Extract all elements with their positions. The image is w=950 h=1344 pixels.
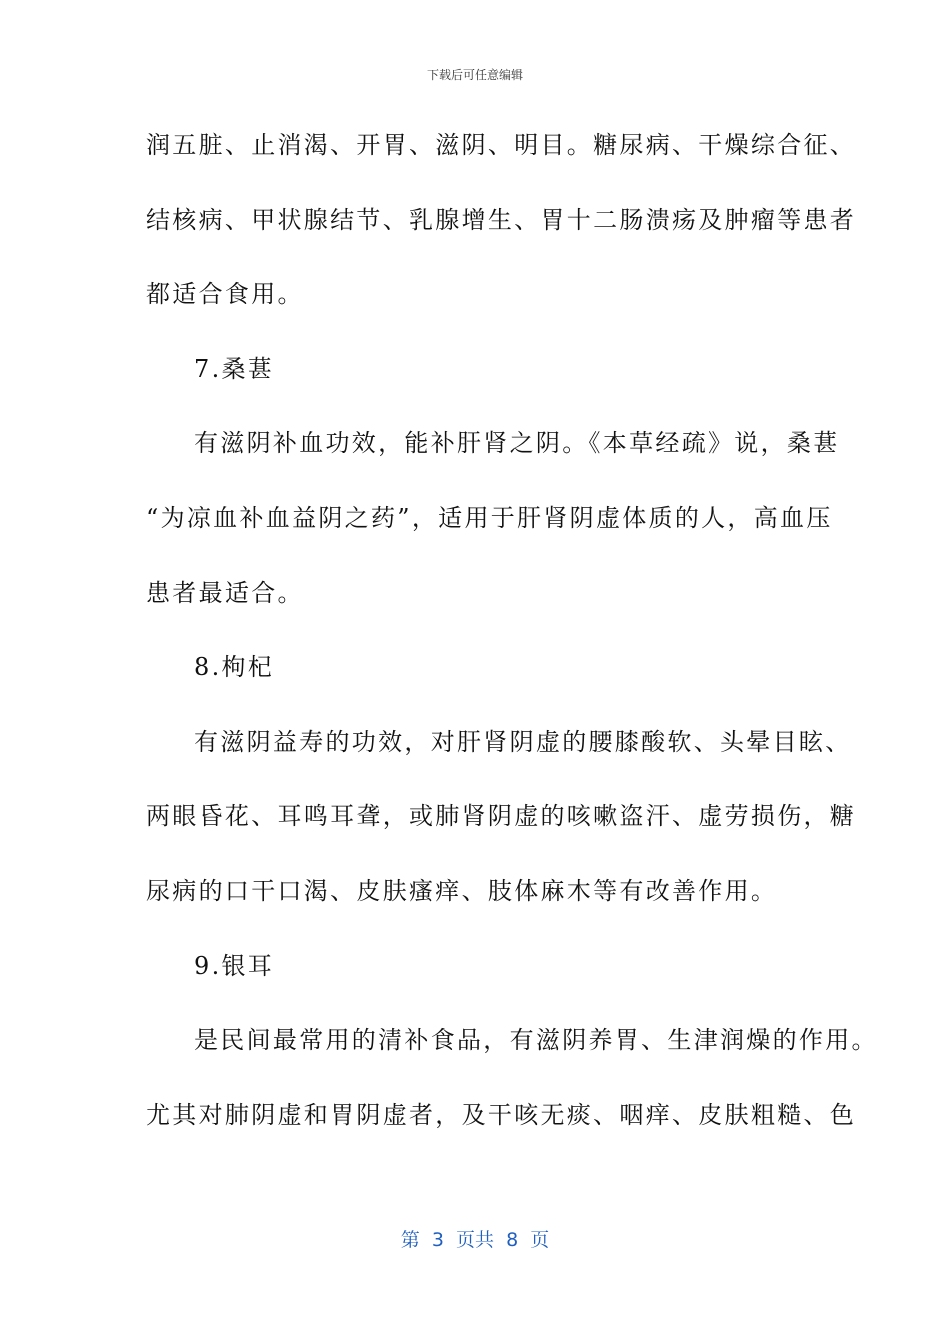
- page-header: 下载后可任意编辑: [426, 68, 523, 82]
- text-line: 有滋阴补血功效，能补肝肾之阴。《本草经疏》说，桑葚: [194, 429, 840, 458]
- text-line: 尿病的口干口渴、皮肤瘙痒、肢体麻木等有改善作用。: [146, 876, 778, 905]
- page-footer: 第 3 页共 8 页: [400, 1229, 550, 1251]
- text-line: 是民间最常用的清补食品，有滋阴养胃、生津润燥的作用。: [194, 1026, 878, 1055]
- text-line: “为凉血补血益阴之药”，适用于肝肾阴虚体质的人，高血压: [146, 503, 833, 532]
- section-heading: 8.枸杞: [194, 653, 275, 682]
- text-line: 润五脏、止消渴、开胃、滋阴、明目。糖尿病、干燥综合征、: [146, 131, 857, 159]
- text-line: 两眼昏花、耳鸣耳聋，或肺肾阴虚的咳嗽盗汗、虚劳损伤，糖: [146, 802, 857, 831]
- text-line: 尤其对肺阴虚和胃阴虚者，及干咳无痰、咽痒、皮肤粗糙、色: [146, 1100, 857, 1129]
- section-heading: 9.银耳: [194, 951, 275, 980]
- document-body: [146, 128, 878, 1172]
- text-line: 都适合食用。: [146, 280, 304, 309]
- text-line: 结核病、甲状腺结节、乳腺增生、胃十二肠溃疡及肿瘤等患者: [146, 205, 857, 234]
- text-line: 有滋阴益寿的功效，对肝肾阴虚的腰膝酸软、头晕目眩、: [194, 727, 852, 756]
- text-line: 患者最适合。: [146, 578, 304, 607]
- section-heading: 7.桑葚: [194, 354, 275, 383]
